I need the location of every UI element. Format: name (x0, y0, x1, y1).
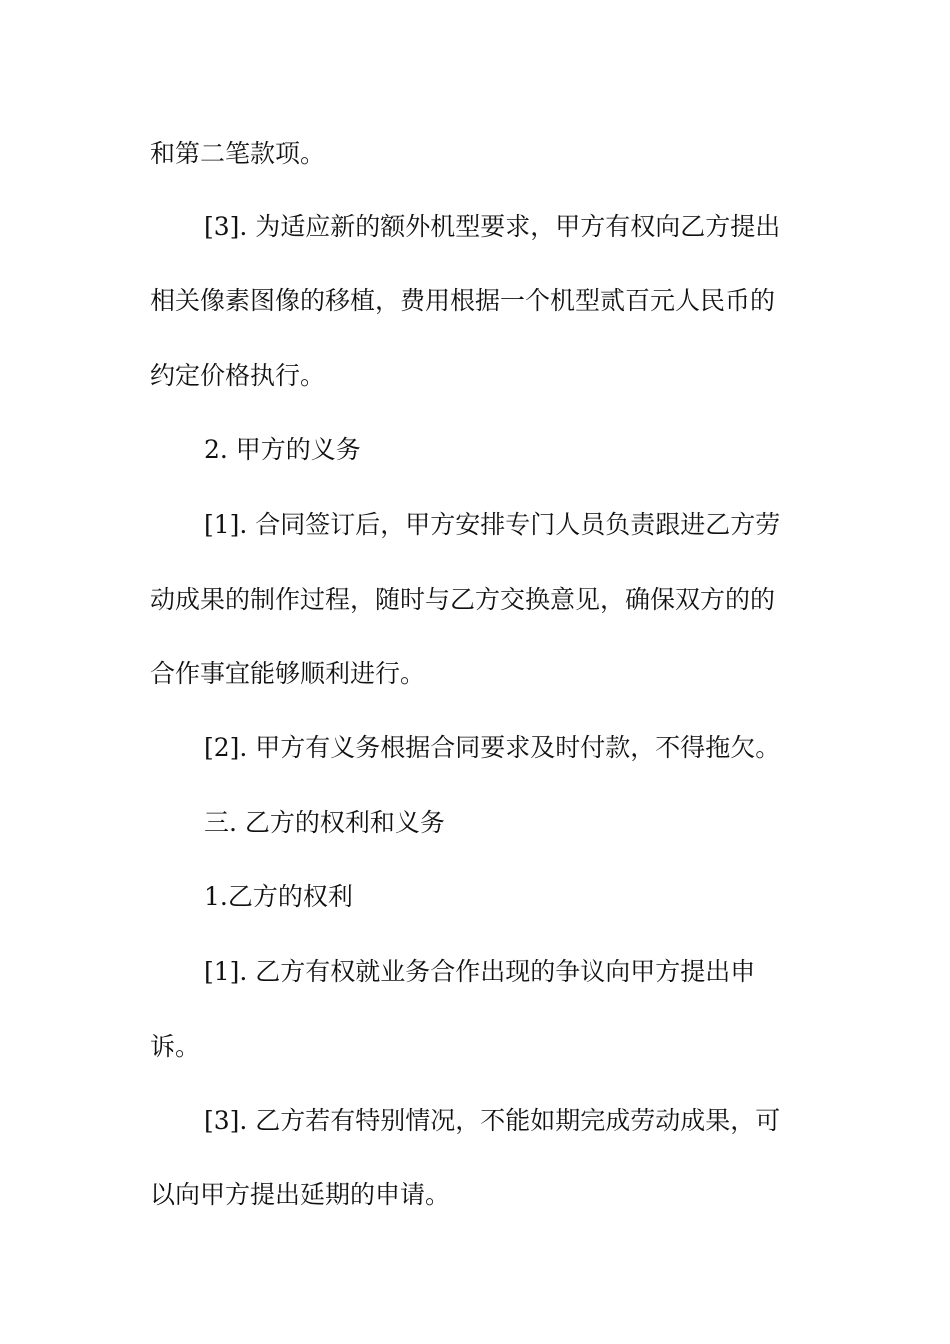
subsection-heading-party-b-rights: 1.乙方的权利 (204, 882, 353, 911)
clause-3-line-1: [3]. 为适应新的额外机型要求，甲方有权向乙方提出 (204, 212, 781, 241)
clause-1-line-1: [1]. 合同签订后，甲方安排专门人员负责跟进乙方劳 (204, 510, 781, 539)
party-b-clause-1-line-1: [1]. 乙方有权就业务合作出现的争议向甲方提出申 (204, 957, 756, 986)
party-b-clause-3-line-2: 以向甲方提出延期的申请。 (150, 1180, 451, 1209)
section-heading-party-b-rights-obligations: 三. 乙方的权利和义务 (204, 808, 445, 837)
clause-1-line-3: 合作事宜能够顺利进行。 (150, 659, 426, 688)
clause-3-line-3: 约定价格执行。 (150, 361, 326, 390)
clause-3-line-2: 相关像素图像的移植，费用根据一个机型贰百元人民币的 (150, 286, 776, 315)
clause-2-line-1: [2]. 甲方有义务根据合同要求及时付款，不得拖欠。 (204, 733, 781, 762)
party-b-clause-1-line-2: 诉。 (150, 1032, 201, 1061)
party-b-clause-3-line-1: [3]. 乙方若有特别情况，不能如期完成劳动成果，可 (204, 1106, 781, 1135)
clause-1-line-2: 动成果的制作过程，随时与乙方交换意见，确保双方的的 (150, 585, 776, 614)
section-heading-party-a-obligations: 2. 甲方的义务 (204, 435, 361, 464)
body-text-line: 和第二笔款项。 (150, 139, 326, 168)
